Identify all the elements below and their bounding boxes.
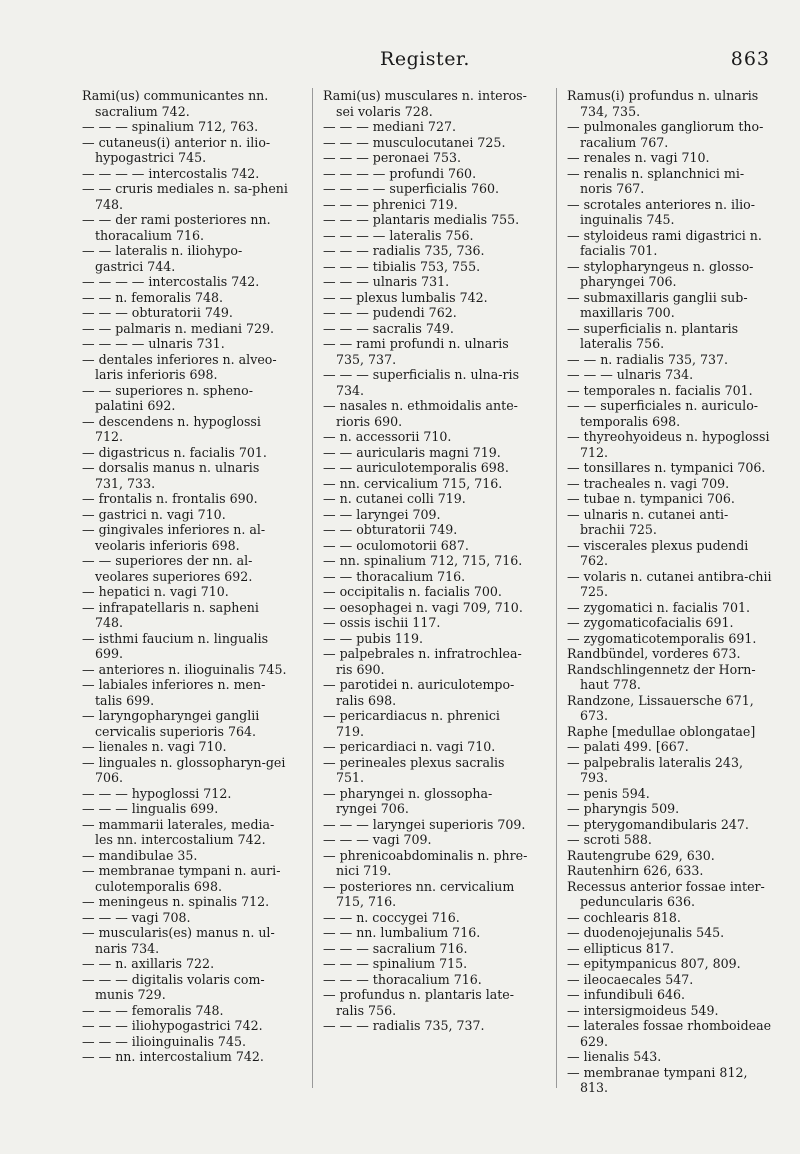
index-entry: — duodenojejunalis 545. — [567, 925, 725, 940]
index-entry: — — lateralis n. iliohypo-gastrici 744. — [82, 243, 243, 274]
index-entry: — linguales n. glossopharyn-gei 706. — [82, 754, 286, 785]
index-entry: — cochlearis 818. — [567, 909, 681, 925]
index-entry: — renales n. vagi 710. — [567, 150, 710, 165]
column-divider — [312, 88, 313, 1088]
index-entry: — — palmaris n. mediani 729. — [82, 320, 275, 336]
index-entry: — pulmonales gangliorum tho-racalium 767. — [567, 119, 764, 150]
index-entry: — ileocaecales 547. — [567, 971, 694, 987]
index-entry: — — — ulnaris 734. — [567, 367, 694, 382]
index-entry: — superficialis n. plantaris lateralis 756. — [567, 320, 739, 351]
index-entry: — gastrici n. vagi 710. — [82, 506, 226, 522]
index-entry: — tubae n. tympanici 706. — [567, 491, 735, 506]
index-entry: — muscularis(es) manus n. ul-naris 734. — [82, 925, 275, 956]
index-entry: — — thoracalium 716. — [323, 568, 466, 584]
index-entry: — cutaneus(i) anterior n. ilio-hypogastrici 745. — [82, 134, 271, 165]
index-entry: — — — lingualis 699. — [82, 801, 219, 816]
index-columns — [82, 88, 772, 1128]
index-entry: — scrotales anteriores n. ilio-inguinalis 745. — [567, 196, 755, 227]
index-entry: — descendens n. hypoglossi 712. — [82, 413, 261, 444]
column-divider — [556, 88, 557, 1088]
index-entry: — palati 499. [667. — [567, 739, 689, 754]
index-entry: — — superficiales n. auriculo-temporalis 698. — [567, 398, 759, 429]
index-entry: Randschlingennetz der Horn-haut 778. — [567, 661, 756, 692]
index-entry: — pharyngis 509. — [567, 801, 680, 816]
index-entry: — meningeus n. spinalis 712. — [82, 894, 270, 909]
index-entry: — — n. coccygei 716. — [323, 909, 460, 925]
index-entry: — — — mediani 727. — [323, 119, 456, 134]
index-entry: — — — radialis 735, 737. — [323, 1018, 485, 1033]
index-column-2 — [323, 88, 529, 1034]
index-entry: — — n. femoralis 748. — [82, 289, 224, 305]
index-entry: — — plexus lumbalis 742. — [323, 289, 488, 305]
index-entry: Recessus anterior fossae inter-peduncularis 636. — [567, 878, 765, 909]
index-entry: — pharyngei n. glossopha-ryngei 706. — [323, 785, 493, 816]
index-entry: — lienales n. vagi 710. — [82, 739, 227, 754]
index-entry: — membranae tympani 812, 813. — [567, 1064, 748, 1095]
index-entry: — infundibuli 646. — [567, 987, 685, 1002]
index-entry: — — — spinalium 715. — [323, 956, 468, 971]
index-entry: — volaris n. cutanei antibra-chii 725. — [567, 568, 772, 599]
index-entry: — — rami profundi n. ulnaris 735, 737. — [323, 336, 509, 367]
index-entry: — — — hypoglossi 712. — [82, 785, 232, 801]
index-entry: — n. cutanei colli 719. — [323, 491, 466, 506]
index-entry: — frontalis n. frontalis 690. — [82, 491, 258, 506]
index-entry: — anteriores n. ilioguinalis 745. — [82, 661, 287, 677]
index-entry: — labiales inferiores n. men-talis 699. — [82, 677, 266, 708]
page-title: Register. — [380, 48, 470, 70]
index-entry: — nn. spinalium 712, 715, 716. — [323, 553, 523, 568]
index-entry: — — n. axillaris 722. — [82, 956, 215, 971]
index-entry: — tracheales n. vagi 709. — [567, 475, 730, 491]
index-entry: — — — — profundi 760. — [323, 165, 477, 181]
index-entry: — — — sacralis 749. — [323, 320, 454, 336]
index-entry: — mammarii laterales, media-les nn. intercostalium 742. — [82, 816, 275, 847]
index-entry: — — — vagi 709. — [323, 832, 432, 847]
index-entry: — n. accessorii 710. — [323, 429, 452, 444]
index-entry: — scroti 588. — [567, 832, 652, 847]
index-entry: — — nn. intercostalium 742. — [82, 1049, 264, 1064]
index-entry: — submaxillaris ganglii sub-maxillaris 700. — [567, 289, 748, 320]
index-entry: — — — femoralis 748. — [82, 1002, 224, 1018]
index-entry: — — — — intercostalis 742. — [82, 165, 260, 181]
index-entry: — ellipticus 817. — [567, 940, 674, 956]
index-entry: — pericardiaci n. vagi 710. — [323, 739, 496, 754]
index-entry: — — — — ulnaris 731. — [82, 336, 225, 351]
page-number: 863 — [730, 48, 770, 70]
index-entry: — dorsalis manus n. ulnaris 731, 733. — [82, 460, 260, 491]
index-entry: Rami(us) communicantes nn. sacralium 742. — [82, 88, 269, 119]
index-entry: — — der rami posteriores nn. thoracalium 716. — [82, 212, 271, 243]
page-header — [80, 48, 770, 78]
index-entry: Rautengrube 629, 630. — [567, 847, 715, 863]
index-entry: — — superiores der nn. al-veolares superiores 692. — [82, 553, 253, 584]
index-entry: — profundus n. plantaris late-ralis 756. — [323, 987, 514, 1018]
index-entry: Raphe [medullae oblongatae] — [567, 723, 756, 739]
index-entry: — phrenicoabdominalis n. phre-nici 719. — [323, 847, 528, 878]
index-entry: — mandibulae 35. — [82, 847, 198, 863]
index-entry: — — — musculocutanei 725. — [323, 134, 506, 150]
index-entry: Ramus(i) profundus n. ulnaris 734, 735. — [567, 88, 759, 119]
index-entry: — perineales plexus sacralis 751. — [323, 754, 505, 785]
index-entry: — — — superficialis n. ulna-ris 734. — [323, 367, 520, 398]
index-entry: — — — digitalis volaris com-munis 729. — [82, 971, 265, 1002]
index-entry: — — superiores n. spheno-palatini 692. — [82, 382, 254, 413]
index-entry: — — nn. lumbalium 716. — [323, 925, 481, 940]
index-entry: — tonsillares n. tympanici 706. — [567, 460, 766, 475]
index-entry: — palpebralis lateralis 243, 793. — [567, 754, 743, 785]
index-entry: — epitympanicus 807, 809. — [567, 956, 741, 971]
index-entry: — — — ulnaris 731. — [323, 274, 450, 289]
index-entry: — zygomatici n. facialis 701. — [567, 599, 751, 615]
index-entry: — occipitalis n. facialis 700. — [323, 584, 502, 599]
index-entry: — stylopharyngeus n. glosso-pharyngei 706. — [567, 258, 754, 289]
index-entry: — palpebrales n. infratrochlea-ris 690. — [323, 646, 522, 677]
index-entry: — membranae tympani n. auri-culotemporalis 698. — [82, 863, 281, 894]
index-entry: — — — — intercostalis 742. — [82, 274, 260, 289]
index-entry: — — — sacralium 716. — [323, 940, 468, 956]
index-entry: — lienalis 543. — [567, 1049, 662, 1064]
index-entry: — pterygomandibularis 247. — [567, 816, 749, 832]
index-entry: — ossis ischii 117. — [323, 615, 441, 630]
index-column-3 — [567, 88, 773, 1096]
index-entry: — dentales inferiores n. alveo-laris inferioris 698. — [82, 351, 277, 382]
index-entry: — renalis n. splanchnici mi-noris 767. — [567, 165, 745, 196]
index-entry: Randbündel, vorderes 673. — [567, 646, 741, 661]
index-entry: — penis 594. — [567, 785, 650, 801]
index-entry: — — — iliohypogastrici 742. — [82, 1018, 263, 1033]
index-entry: — — — phrenici 719. — [323, 196, 458, 212]
index-entry: Rautenhirn 626, 633. — [567, 863, 704, 878]
index-entry: — — — vagi 708. — [82, 909, 191, 925]
index-entry: — hepatici n. vagi 710. — [82, 584, 229, 599]
index-entry: — — — obturatorii 749. — [82, 305, 233, 320]
index-entry: — temporales n. facialis 701. — [567, 382, 753, 398]
index-entry: — — — tibialis 753, 755. — [323, 258, 481, 274]
index-entry: — — n. radialis 735, 737. — [567, 351, 729, 367]
index-entry: — — obturatorii 749. — [323, 522, 458, 537]
index-entry: — — pubis 119. — [323, 630, 423, 646]
index-entry: — — — thoracalium 716. — [323, 971, 482, 987]
index-column-1 — [82, 88, 288, 1065]
index-entry: — — laryngei 709. — [323, 506, 441, 522]
index-entry: — zygomaticotemporalis 691. — [567, 630, 757, 646]
index-entry: — — — ilioinguinalis 745. — [82, 1033, 246, 1049]
index-entry: — — — radialis 735, 736. — [323, 243, 485, 258]
index-entry: — gingivales inferiores n. al-veolaris inferioris 698. — [82, 522, 266, 553]
index-entry: — — oculomotorii 687. — [323, 537, 469, 553]
index-entry: Rami(us) musculares n. interos-sei volaris 728. — [323, 88, 527, 119]
index-entry: — viscerales plexus pudendi 762. — [567, 537, 749, 568]
index-entry: — — — pudendi 762. — [323, 305, 457, 320]
index-entry: Randzone, Lissauersche 671, 673. — [567, 692, 754, 723]
index-entry: — — — plantaris medialis 755. — [323, 212, 520, 227]
index-entry: — ulnaris n. cutanei anti-brachii 725. — [567, 506, 729, 537]
index-entry: — — — — superficialis 760. — [323, 181, 500, 196]
index-entry: — oesophagei n. vagi 709, 710. — [323, 599, 523, 615]
index-entry: — — cruris mediales n. sa-pheni 748. — [82, 181, 288, 212]
index-entry: — parotidei n. auriculotempo-ralis 698. — [323, 677, 515, 708]
index-entry: — isthmi faucium n. lingualis 699. — [82, 630, 269, 661]
index-entry: — styloideus rami digastrici n. facialis 701. — [567, 227, 762, 258]
index-entry: — — auriculotemporalis 698. — [323, 460, 509, 475]
index-entry: — — — — lateralis 756. — [323, 227, 474, 243]
index-entry: — infrapatellaris n. sapheni 748. — [82, 599, 259, 630]
index-entry: — nasales n. ethmoidalis ante-rioris 690. — [323, 398, 518, 429]
index-entry: — intersigmoideus 549. — [567, 1002, 719, 1018]
index-entry: — zygomaticofacialis 691. — [567, 615, 734, 630]
index-entry: — laterales fossae rhomboideae 629. — [567, 1018, 772, 1049]
index-entry: — laryngopharyngei ganglii cervicalis superioris 764. — [82, 708, 260, 739]
index-entry: — digastricus n. facialis 701. — [82, 444, 267, 460]
index-entry: — — — peronaei 753. — [323, 150, 462, 165]
index-entry: — — — spinalium 712, 763. — [82, 119, 259, 134]
index-entry: — posteriores nn. cervicalium 715, 716. — [323, 878, 515, 909]
index-entry: — pericardiacus n. phrenici 719. — [323, 708, 500, 739]
index-entry: — — — laryngei superioris 709. — [323, 816, 526, 832]
index-entry: — — auricularis magni 719. — [323, 444, 501, 460]
index-entry: — nn. cervicalium 715, 716. — [323, 475, 503, 491]
index-entry: — thyreohyoideus n. hypoglossi 712. — [567, 429, 770, 460]
